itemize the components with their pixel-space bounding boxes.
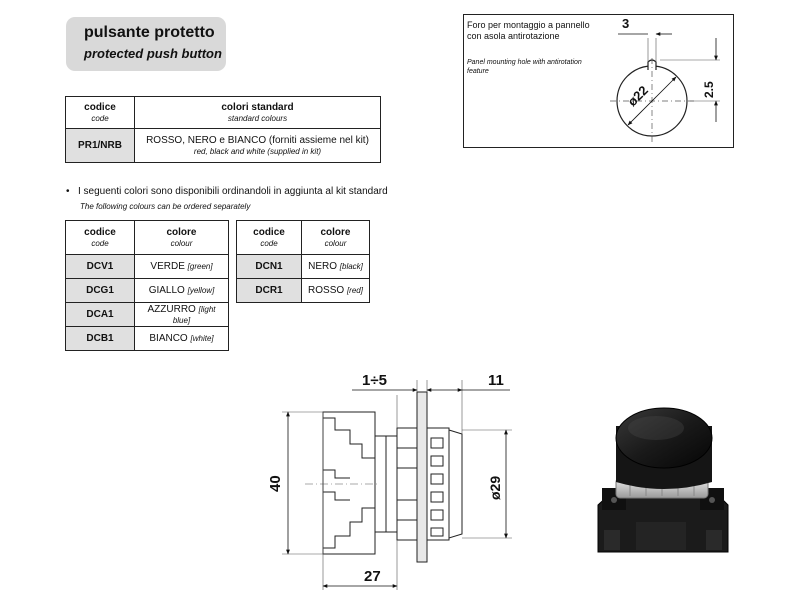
side-view-drawing [282,380,512,590]
dim-front-depth: 11 [488,372,504,389]
button-cap [449,430,462,538]
colour-cell: NERO [black] [302,255,370,279]
dim-holder-height: 40 [267,475,284,492]
colour-cell: ROSSO, NERO e BIANCO (forniti assieme nel kit) red, black and white (supplied in kit) [135,129,381,163]
slot-width-label: 3 [622,16,630,31]
code-cell: DCN1 [237,255,302,279]
dim-bezel-diameter: ø29 [487,475,503,500]
push-button-photo [598,408,728,552]
header-code: codice code [66,221,135,255]
header-code: codice code [66,97,135,129]
page-title: pulsante protetto [84,24,215,41]
code-cell: PR1/NRB [66,129,135,163]
header-colour: colore colour [135,221,229,255]
code-cell: DCB1 [66,327,135,351]
page-subtitle: protected push button [84,46,222,61]
dim-panel-thickness: 1÷5 [362,372,387,389]
mounting-caption-italian: Foro per montaggio a pannello con asola antirotazione [467,20,590,41]
colour-cell: BIANCO [white] [135,327,229,351]
bullet-icon: • [66,186,70,197]
header-colours: colori standard standard colours [135,97,381,129]
code-cell: DCR1 [237,279,302,303]
note-italian: • I seguenti colori sono disponibili ordinandoli in aggiunta al kit standard [66,186,388,197]
holder-body [323,412,375,554]
code-cell: DCV1 [66,255,135,279]
header-code: codice code [237,221,302,255]
colour-cell: ROSSO [red] [302,279,370,303]
slot-offset-label: 2.5 [702,81,716,98]
note-english: The following colours can be ordered separately [80,202,251,211]
colour-cell: AZZURRO [light blue] [135,303,229,327]
code-cell: DCA1 [66,303,135,327]
mounting-hole-drawing [610,16,720,142]
colour-cell: VERDE [green] [135,255,229,279]
dimension-lines [288,390,510,586]
mounting-caption-english: Panel mounting hole with antirotation feature [467,59,582,75]
panel-section [417,392,427,562]
colour-cell: GIALLO [yellow] [135,279,229,303]
header-colour: colore colour [302,221,370,255]
hole-diameter-label: ø22 [624,82,651,110]
code-cell: DCG1 [66,279,135,303]
dim-rear-depth: 27 [364,568,381,585]
threaded-body [397,428,417,540]
